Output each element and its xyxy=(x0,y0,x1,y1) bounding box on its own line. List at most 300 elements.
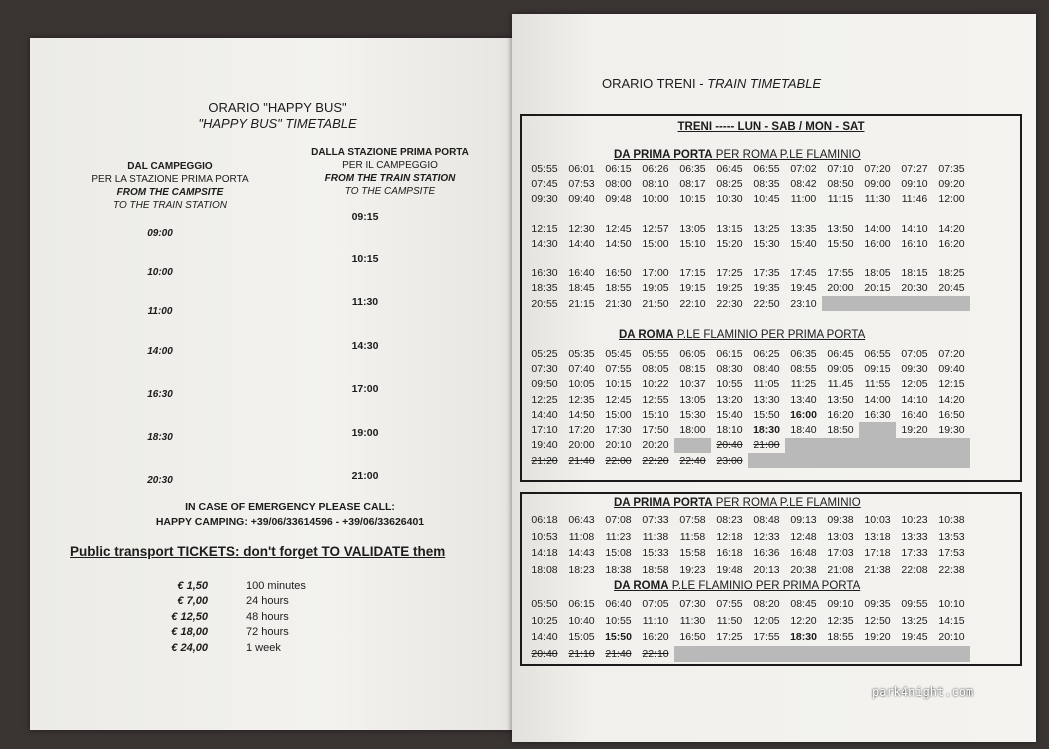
departure-time: 16:40 xyxy=(568,267,595,280)
departure-time: 19:30 xyxy=(938,424,965,437)
weekday-header xyxy=(522,121,1020,133)
section-from: DA PRIMA PORTA xyxy=(614,149,713,161)
bus-title: ORARIO "HAPPY BUS" xyxy=(208,100,347,115)
empty-slot xyxy=(674,646,711,663)
departure-time: 21:40 xyxy=(605,647,632,660)
departure-time: 12:35 xyxy=(827,614,854,627)
empty-slot xyxy=(859,422,896,437)
departure-time: 16:10 xyxy=(901,237,928,250)
departure-time: 18:50 xyxy=(827,424,854,437)
departure-time: 08:15 xyxy=(679,362,706,375)
departure-time: 08:05 xyxy=(642,362,669,375)
departure-time: 10:53 xyxy=(531,530,558,543)
empty-slot xyxy=(859,296,896,311)
departure-time: 11:23 xyxy=(605,530,632,543)
departure-time: 12:33 xyxy=(753,530,780,543)
timetable-row xyxy=(526,221,970,236)
departure-time: 15:30 xyxy=(753,237,780,250)
timetable-row xyxy=(526,545,970,562)
train-timetable-page xyxy=(512,14,1036,742)
departure-time: 15:20 xyxy=(716,237,743,250)
departure-time: 22:38 xyxy=(938,563,965,576)
departure-time: 09:40 xyxy=(938,362,965,375)
departure-time: 13:25 xyxy=(753,222,780,235)
departure-time: 08:23 xyxy=(716,514,743,527)
empty-slot xyxy=(748,646,785,663)
departure-time: 15:58 xyxy=(679,547,706,560)
departure-time: 09:10 xyxy=(827,598,854,611)
departure-time: 06:43 xyxy=(568,514,595,527)
departure-time: 08:45 xyxy=(790,598,817,611)
departure-time: 11:46 xyxy=(901,193,928,206)
departure-time: 17:30 xyxy=(605,424,632,437)
departure-time: 19:35 xyxy=(753,282,780,295)
departure-time: 12:20 xyxy=(790,614,817,627)
fare-duration: 100 minutes xyxy=(246,579,306,592)
departure-time: 06:25 xyxy=(753,347,780,360)
empty-slot xyxy=(933,296,970,311)
departure-time: 17:55 xyxy=(827,267,854,280)
departure-time: 08:00 xyxy=(605,177,632,190)
empty-slot xyxy=(822,453,859,468)
departure-time: 06:15 xyxy=(605,162,632,175)
departure-time: 06:15 xyxy=(568,598,595,611)
departure-time: 10:45 xyxy=(753,193,780,206)
bus-time: 09:15 xyxy=(351,211,379,223)
departure-time: 15:50 xyxy=(827,237,854,250)
departure-time: 19:25 xyxy=(716,282,743,295)
departure-time: 10:00 xyxy=(642,193,669,206)
departure-time: 18:23 xyxy=(568,563,595,576)
departure-time: 20:00 xyxy=(827,282,854,295)
departure-time: 13:20 xyxy=(716,393,743,406)
departure-time: 21:38 xyxy=(864,563,891,576)
departure-time: 23:10 xyxy=(790,297,817,310)
departure-time: 09:55 xyxy=(901,598,928,611)
departure-time: 13:15 xyxy=(716,222,743,235)
fare-row xyxy=(154,625,306,641)
section-from: DA ROMA xyxy=(614,580,669,592)
departure-time: 12:57 xyxy=(642,222,669,235)
departure-time: 08:17 xyxy=(679,177,706,190)
departure-time: 12:35 xyxy=(568,393,595,406)
section-heading xyxy=(614,497,861,509)
timetable-row xyxy=(526,512,970,529)
departure-time: 18:40 xyxy=(790,424,817,437)
fare-row xyxy=(154,640,306,656)
fare-price: € 1,50 xyxy=(177,579,208,592)
departure-time: 07:58 xyxy=(679,514,706,527)
departure-time: 07:30 xyxy=(531,362,558,375)
departure-time: 17:55 xyxy=(753,631,780,644)
departure-time: 07:53 xyxy=(568,177,595,190)
timetable-row xyxy=(526,251,970,265)
bus-time: 18:30 xyxy=(147,432,173,443)
departure-time: 12:15 xyxy=(531,222,558,235)
departure-time: 19:15 xyxy=(679,282,706,295)
departure-time: 11:08 xyxy=(568,530,595,543)
departure-time: 08:42 xyxy=(790,177,817,190)
departure-time: 07:05 xyxy=(642,598,669,611)
departure-time: 10:10 xyxy=(938,598,965,611)
empty-slot xyxy=(785,453,822,468)
departure-time: 22:00 xyxy=(605,454,632,467)
bus-time: 11:30 xyxy=(351,296,379,308)
departure-time: 10:55 xyxy=(605,614,632,627)
fare-duration: 72 hours xyxy=(246,626,289,639)
departure-time: 16:36 xyxy=(753,547,780,560)
departure-time: 12:30 xyxy=(568,222,595,235)
bus-time: 11:00 xyxy=(147,306,173,317)
departure-time: 14:10 xyxy=(901,393,928,406)
station-column-header xyxy=(285,146,495,198)
departure-time: 13:33 xyxy=(901,530,928,543)
departure-time: 12:45 xyxy=(605,222,632,235)
row-gap xyxy=(526,207,970,221)
departure-time: 07:30 xyxy=(679,598,706,611)
fare-duration: 48 hours xyxy=(246,610,289,623)
section-to: P.LE FLAMINIO PER PRIMA PORTA xyxy=(668,580,861,592)
bus-subtitle: "HAPPY BUS" TIMETABLE xyxy=(198,116,357,131)
empty-slot xyxy=(933,453,970,468)
departure-time: 11:38 xyxy=(642,530,669,543)
train-title-main: ORARIO TRENI - xyxy=(602,76,708,91)
departure-time: 17:45 xyxy=(790,267,817,280)
departure-time: 07:02 xyxy=(790,162,817,175)
departure-time: 14:40 xyxy=(531,631,558,644)
departure-time: 18:05 xyxy=(864,267,891,280)
section-from: DA PRIMA PORTA xyxy=(614,497,713,509)
departure-time: 18:58 xyxy=(642,563,669,576)
departure-time: 11:30 xyxy=(864,193,891,206)
header-line: PER IL CAMPEGGIO xyxy=(342,160,438,171)
header-line: TO THE TRAIN STATION xyxy=(113,200,227,211)
departure-time: 11:10 xyxy=(642,614,669,627)
departure-time: 11:15 xyxy=(827,193,854,206)
departure-time: 10:55 xyxy=(716,378,743,391)
departure-time: 12:48 xyxy=(790,530,817,543)
timetable-row xyxy=(526,236,970,251)
empty-slot xyxy=(859,646,896,663)
departure-time: 05:25 xyxy=(531,347,558,360)
empty-slot xyxy=(785,646,822,663)
section-from: DA ROMA xyxy=(619,329,674,341)
bus-time: 14:00 xyxy=(147,346,173,357)
header-line: PER LA STAZIONE PRIMA PORTA xyxy=(91,174,249,185)
departure-time: 20:55 xyxy=(531,297,558,310)
weekday-timetable-box xyxy=(520,114,1022,482)
departure-time: 10:40 xyxy=(568,614,595,627)
departure-time: 18:08 xyxy=(531,563,558,576)
departure-time: 15:33 xyxy=(642,547,669,560)
departure-time: 18:00 xyxy=(679,424,706,437)
departure-time: 07:33 xyxy=(642,514,669,527)
emergency-line: IN CASE OF EMERGENCY PLEASE CALL: xyxy=(185,501,395,513)
departure-time: 05:45 xyxy=(605,347,632,360)
ticket-validation-notice: Public transport TICKETS: don't forget TO VALIDATE them xyxy=(70,544,446,559)
departure-time: 06:26 xyxy=(642,162,669,175)
departure-time: 06:45 xyxy=(827,347,854,360)
departure-time: 15:40 xyxy=(790,237,817,250)
train-title xyxy=(602,76,821,91)
departure-time: 06:35 xyxy=(679,162,706,175)
fare-price: € 7,00 xyxy=(177,595,208,608)
departure-time: 20:40 xyxy=(531,647,558,660)
departure-time: 19:20 xyxy=(901,424,928,437)
timetable-row xyxy=(526,296,970,311)
fare-duration: 24 hours xyxy=(246,595,289,608)
departure-time: 17:35 xyxy=(753,267,780,280)
timetable-row xyxy=(526,265,970,280)
empty-slot xyxy=(822,438,859,453)
departure-time: 11:58 xyxy=(679,530,706,543)
empty-slot xyxy=(822,296,859,311)
departure-time: 07:05 xyxy=(901,347,928,360)
departure-time: 14:18 xyxy=(531,547,558,560)
departure-time: 16:50 xyxy=(605,267,632,280)
departure-time: 13:50 xyxy=(827,222,854,235)
bus-time: 16:30 xyxy=(147,389,173,400)
departure-time: 17:25 xyxy=(716,631,743,644)
departure-time: 12:05 xyxy=(753,614,780,627)
departure-time: 13:05 xyxy=(679,222,706,235)
departure-time: 22:20 xyxy=(642,454,669,467)
departure-time: 17:10 xyxy=(531,424,558,437)
departure-time: 19:48 xyxy=(716,563,743,576)
departure-time: 22:10 xyxy=(642,647,669,660)
departure-time: 09:05 xyxy=(827,362,854,375)
timetable-row xyxy=(526,562,970,579)
empty-slot xyxy=(748,453,785,468)
departure-time: 06:35 xyxy=(790,347,817,360)
fare-row xyxy=(154,594,306,610)
bus-time: 10:15 xyxy=(351,253,379,265)
departure-time: 14:00 xyxy=(864,393,891,406)
departure-time: 10:30 xyxy=(716,193,743,206)
departure-time: 20:13 xyxy=(753,563,780,576)
empty-slot xyxy=(896,296,933,311)
departure-time: 14:50 xyxy=(568,408,595,421)
departure-time: 13:05 xyxy=(679,393,706,406)
departure-time: 21:40 xyxy=(568,454,595,467)
departure-time: 08:35 xyxy=(753,177,780,190)
departure-time: 08:10 xyxy=(642,177,669,190)
timetable-row xyxy=(526,422,970,437)
timetable-row xyxy=(526,629,970,646)
departure-time: 09:50 xyxy=(531,378,558,391)
timetable-row xyxy=(526,161,970,176)
departure-time: 13:35 xyxy=(790,222,817,235)
section-to: PER ROMA P.LE FLAMINIO xyxy=(712,497,861,509)
departure-time: 08:30 xyxy=(716,362,743,375)
departure-time: 16:00 xyxy=(790,408,817,421)
departure-time: 21:30 xyxy=(605,297,632,310)
departure-time: 06:01 xyxy=(568,162,595,175)
timetable-row xyxy=(526,346,970,361)
campsite-column-header xyxy=(80,160,260,212)
departure-time: 17:50 xyxy=(642,424,669,437)
departure-time: 18:38 xyxy=(605,563,632,576)
bus-time: 19:00 xyxy=(351,427,379,439)
departure-time: 09:00 xyxy=(864,177,891,190)
departure-time: 18:45 xyxy=(568,282,595,295)
departure-time: 12:05 xyxy=(901,378,928,391)
departure-time: 21:00 xyxy=(753,439,780,452)
departure-time: 10:23 xyxy=(901,514,928,527)
departure-time: 14:50 xyxy=(605,237,632,250)
departure-time: 14:40 xyxy=(531,408,558,421)
departure-time: 15:10 xyxy=(642,408,669,421)
bus-time: 17:00 xyxy=(351,383,379,395)
section-to: P.LE FLAMINIO PER PRIMA PORTA xyxy=(673,329,866,341)
departure-time: 11:55 xyxy=(864,378,891,391)
departure-time: 09:13 xyxy=(790,514,817,527)
timetable-row xyxy=(526,281,970,296)
departure-time: 12:00 xyxy=(938,193,965,206)
departure-time: 15:00 xyxy=(642,237,669,250)
empty-slot xyxy=(785,438,822,453)
fare-price: € 24,00 xyxy=(171,641,208,654)
holiday-timetable-box xyxy=(520,492,1022,666)
departure-time: 20:30 xyxy=(901,282,928,295)
departure-time: 06:40 xyxy=(605,598,632,611)
departure-time: 16:40 xyxy=(901,408,928,421)
departure-time: 17:33 xyxy=(901,547,928,560)
section-heading xyxy=(614,149,861,161)
timetable-row xyxy=(526,596,970,613)
fare-duration: 1 week xyxy=(246,641,281,654)
departure-time: 07:27 xyxy=(901,162,928,175)
timetable-grid xyxy=(526,346,970,468)
departure-time: 07:40 xyxy=(568,362,595,375)
timetable-row xyxy=(526,192,970,207)
bus-time: 14:30 xyxy=(351,340,379,352)
departure-time: 09:40 xyxy=(568,193,595,206)
departure-time: 16:30 xyxy=(864,408,891,421)
header-line: DAL CAMPEGGIO xyxy=(127,161,213,172)
row-gap xyxy=(526,251,970,265)
departure-time: 06:45 xyxy=(716,162,743,175)
departure-time: 16:30 xyxy=(531,267,558,280)
timetable-row xyxy=(526,453,970,468)
departure-time: 21:08 xyxy=(827,563,854,576)
departure-time: 17:20 xyxy=(568,424,595,437)
departure-time: 16:20 xyxy=(938,237,965,250)
departure-time: 08:20 xyxy=(753,598,780,611)
departure-time: 21:20 xyxy=(531,454,558,467)
timetable-row xyxy=(526,207,970,221)
departure-time: 09:30 xyxy=(531,193,558,206)
departure-time: 18:10 xyxy=(716,424,743,437)
departure-time: 11:00 xyxy=(790,193,817,206)
departure-time: 09:48 xyxy=(605,193,632,206)
departure-time: 16:48 xyxy=(790,547,817,560)
timetable-grid xyxy=(526,596,970,662)
departure-time: 16:18 xyxy=(716,547,743,560)
departure-time: 11:50 xyxy=(716,614,743,627)
departure-time: 19:23 xyxy=(679,563,706,576)
header-line: FROM THE CAMPSITE xyxy=(116,187,224,198)
departure-time: 16:50 xyxy=(938,408,965,421)
departure-time: 18:55 xyxy=(605,282,632,295)
empty-slot xyxy=(859,438,896,453)
departure-time: 06:55 xyxy=(753,162,780,175)
train-title-italic: TRAIN TIMETABLE xyxy=(707,76,822,91)
bus-time: 09:00 xyxy=(147,228,173,239)
departure-time: 08:48 xyxy=(753,514,780,527)
departure-time: 07:08 xyxy=(605,514,632,527)
empty-slot xyxy=(896,646,933,663)
departure-time: 14:00 xyxy=(864,222,891,235)
departure-time: 22:30 xyxy=(716,297,743,310)
departure-time: 21:10 xyxy=(568,647,595,660)
departure-time: 15:05 xyxy=(568,631,595,644)
departure-time: 14:20 xyxy=(938,393,965,406)
timetable-row xyxy=(526,407,970,422)
departure-time: 18:25 xyxy=(938,267,965,280)
departure-time: 13:25 xyxy=(901,614,928,627)
timetable-row xyxy=(526,377,970,392)
departure-time: 17:18 xyxy=(864,547,891,560)
departure-time: 13:18 xyxy=(864,530,891,543)
departure-time: 10:03 xyxy=(864,514,891,527)
departure-time: 07:35 xyxy=(938,162,965,175)
empty-slot xyxy=(933,646,970,663)
emergency-notice xyxy=(90,500,490,530)
departure-time: 13:30 xyxy=(753,393,780,406)
departure-time: 11:30 xyxy=(679,614,706,627)
header-line: FROM THE TRAIN STATION xyxy=(324,173,456,184)
departure-time: 06:55 xyxy=(864,347,891,360)
departure-time: 09:15 xyxy=(864,362,891,375)
departure-time: 12:25 xyxy=(531,393,558,406)
departure-time: 15:08 xyxy=(605,547,632,560)
departure-time: 05:55 xyxy=(642,347,669,360)
departure-time: 06:15 xyxy=(716,347,743,360)
departure-time: 17:00 xyxy=(642,267,669,280)
departure-time: 16:20 xyxy=(642,631,669,644)
departure-time: 10:05 xyxy=(568,378,595,391)
departure-time: 17:03 xyxy=(827,547,854,560)
departure-time: 07:20 xyxy=(938,347,965,360)
bus-time: 21:00 xyxy=(351,470,379,482)
timetable-row xyxy=(526,392,970,407)
departure-time: 10:38 xyxy=(938,514,965,527)
departure-time: 10:37 xyxy=(679,378,706,391)
departure-time: 11:05 xyxy=(753,378,780,391)
timetable-grid xyxy=(526,512,970,578)
departure-time: 14:20 xyxy=(938,222,965,235)
departure-time: 13:53 xyxy=(938,530,965,543)
departure-time: 09:38 xyxy=(827,514,854,527)
departure-time: 12:45 xyxy=(605,393,632,406)
bus-time: 20:30 xyxy=(147,475,173,486)
departure-time: 11.45 xyxy=(827,378,854,391)
departure-time: 19:45 xyxy=(790,282,817,295)
departure-time: 20:20 xyxy=(642,439,669,452)
departure-time: 08:55 xyxy=(790,362,817,375)
departure-time: 14:43 xyxy=(568,547,595,560)
departure-time: 20:38 xyxy=(790,563,817,576)
departure-time: 06:05 xyxy=(679,347,706,360)
fare-price: € 12,50 xyxy=(171,610,208,623)
departure-time: 12:55 xyxy=(642,393,669,406)
departure-time: 05:50 xyxy=(531,598,558,611)
weekday-header-text: TRENI ----- LUN - SAB / MON - SAT xyxy=(677,121,865,133)
timetable-row xyxy=(526,613,970,630)
empty-slot xyxy=(896,438,933,453)
section-heading xyxy=(619,329,865,341)
